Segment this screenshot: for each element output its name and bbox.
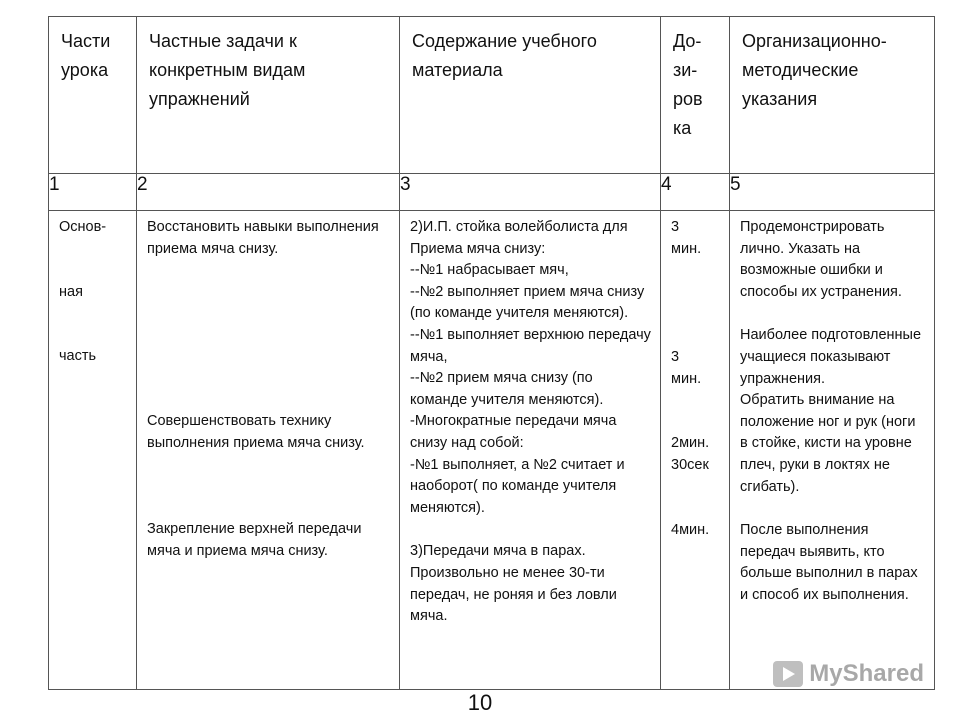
part-label: ная: [59, 283, 83, 300]
header-cell: [730, 17, 935, 174]
page-number: 10: [467, 690, 493, 715]
main-part-row: [49, 211, 935, 690]
note-text: Продемонстрировать лично. Указать на возможные ошибки и способы их устранения.: [740, 219, 902, 300]
note-text: Наиболее подготовленные учащиеся показывают упражнения. Обратить внимание на положение ног и рук (ноги в стойке, кисти на уровне плеч, руки в локтях не сгибать).: [740, 327, 922, 495]
task-text: Совершенствовать технику выполнения приема мяча снизу.: [147, 413, 365, 451]
content-cell: [400, 211, 661, 690]
tasks-cell: [137, 211, 400, 690]
dosage-text: 3 мин.: [671, 349, 702, 387]
header-lesson-parts: Части урока: [61, 31, 111, 80]
column-number-row: [49, 174, 935, 211]
part-label: часть: [59, 348, 97, 365]
play-icon: [773, 661, 803, 687]
part-label: Основ-: [59, 219, 107, 235]
header-content: Содержание учебного материала: [412, 31, 597, 80]
column-number: 2: [137, 174, 400, 211]
watermark: [773, 660, 924, 688]
content-text: 3)Передачи мяча в парах. Произвольно не менее 30-ти передач, не роняя и без ловли мяча.: [410, 543, 617, 625]
column-number: 4: [661, 174, 730, 211]
header-dosage: До- зи- ров ка: [673, 31, 703, 138]
task-text: Восстановить навыки выполнения приема мяча снизу.: [147, 219, 379, 257]
note-text: После выполнения передач выявить, кто больше выполнил в парах и способ их выполнения.: [740, 522, 918, 603]
lesson-plan-table: [48, 16, 935, 690]
header-cell: [661, 17, 730, 174]
watermark-text: MyShared: [809, 660, 924, 687]
task-text: Закрепление верхней передачи мяча и приема мяча снизу.: [147, 521, 362, 559]
column-number: 1: [49, 174, 137, 211]
dosage-text: 2мин. 30сек: [671, 435, 710, 473]
dosage-text: 4мин.: [671, 521, 710, 538]
part-cell: [49, 211, 137, 690]
header-cell: [49, 17, 137, 174]
header-guidelines: Организационно-методические указания: [742, 31, 887, 109]
notes-cell: [730, 211, 935, 690]
header-cell: [400, 17, 661, 174]
column-number: 3: [400, 174, 661, 211]
dosage-text: 3 мин.: [671, 219, 702, 257]
header-row: [49, 17, 935, 174]
column-number: 5: [730, 174, 935, 211]
dosage-cell: [661, 211, 730, 690]
content-text: 2)И.П. стойка волейболиста для Приема мяча снизу: --№1 набрасывает мяч, --№2 выполняет прием мяча снизу (по команде учителя меняются). --№1 выполняет верхнюю передачу мяча, --№2 прием мяча снизу (по команде учителя меняются). -Многократные передачи мяча снизу над собой: -№1 выполняет, а №2 считает и наоборот( по команде учителя меняются).: [410, 219, 651, 516]
header-tasks: Частные задачи к конкретным видам упражнений: [149, 31, 306, 109]
header-cell: [137, 17, 400, 174]
